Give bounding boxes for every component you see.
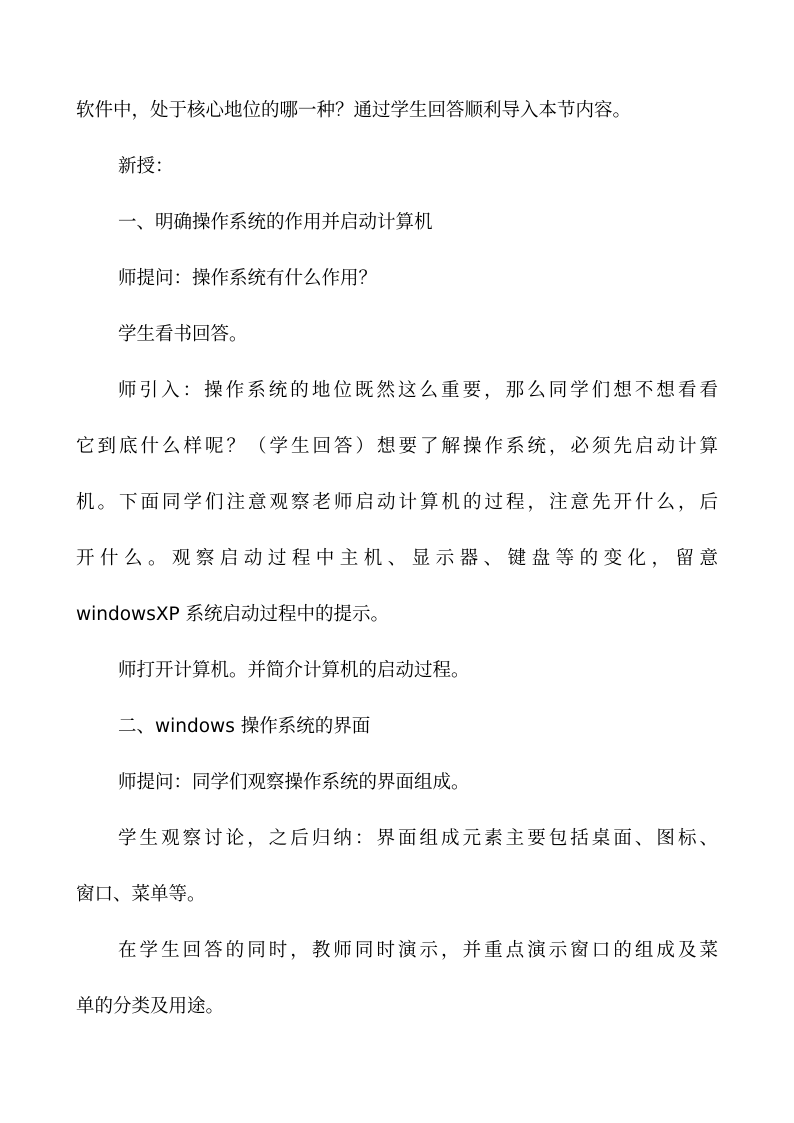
paragraph-line: 在学生回答的同时，教师同时演示，并重点演示窗口的组成及菜 — [118, 940, 718, 961]
paragraph-line: 师打开计算机。并简介计算机的启动过程。 — [118, 660, 470, 681]
paragraph-line: 师提问：操作系统有什么作用？ — [118, 268, 378, 289]
paragraph-line: 它到底什么样呢？（学生回答）想要了解操作系统，必须先启动计算 — [76, 436, 718, 457]
section-label-new-lesson: 新授： — [118, 156, 174, 177]
paragraph-line: 师提问：同学们观察操作系统的界面组成。 — [118, 772, 470, 793]
section-heading-1: 一、明确操作系统的作用并启动计算机 — [118, 212, 433, 233]
paragraph-line: windowsXP 系统启动过程中的提示。 — [76, 604, 390, 625]
paragraph-line: 学生看书回答。 — [118, 324, 248, 345]
section-heading-2: 二、windows 操作系统的界面 — [118, 716, 371, 737]
paragraph-line: 单的分类及用途。 — [76, 996, 225, 1017]
paragraph-line: 开什么。观察启动过程中主机、显示器、键盘等的变化，留意 — [76, 548, 718, 569]
paragraph-line: 学生观察讨论，之后归纳：界面组成元素主要包括桌面、图标、 — [118, 828, 718, 849]
paragraph-line: 窗口、菜单等。 — [76, 884, 206, 905]
paragraph-line: 机。下面同学们注意观察老师启动计算机的过程，注意先开什么，后 — [76, 492, 718, 513]
paragraph-line: 软件中，处于核心地位的哪一种？通过学生回答顺利导入本节内容。 — [76, 100, 632, 121]
paragraph-line: 师引入：操作系统的地位既然这么重要，那么同学们想不想看看 — [118, 380, 718, 401]
